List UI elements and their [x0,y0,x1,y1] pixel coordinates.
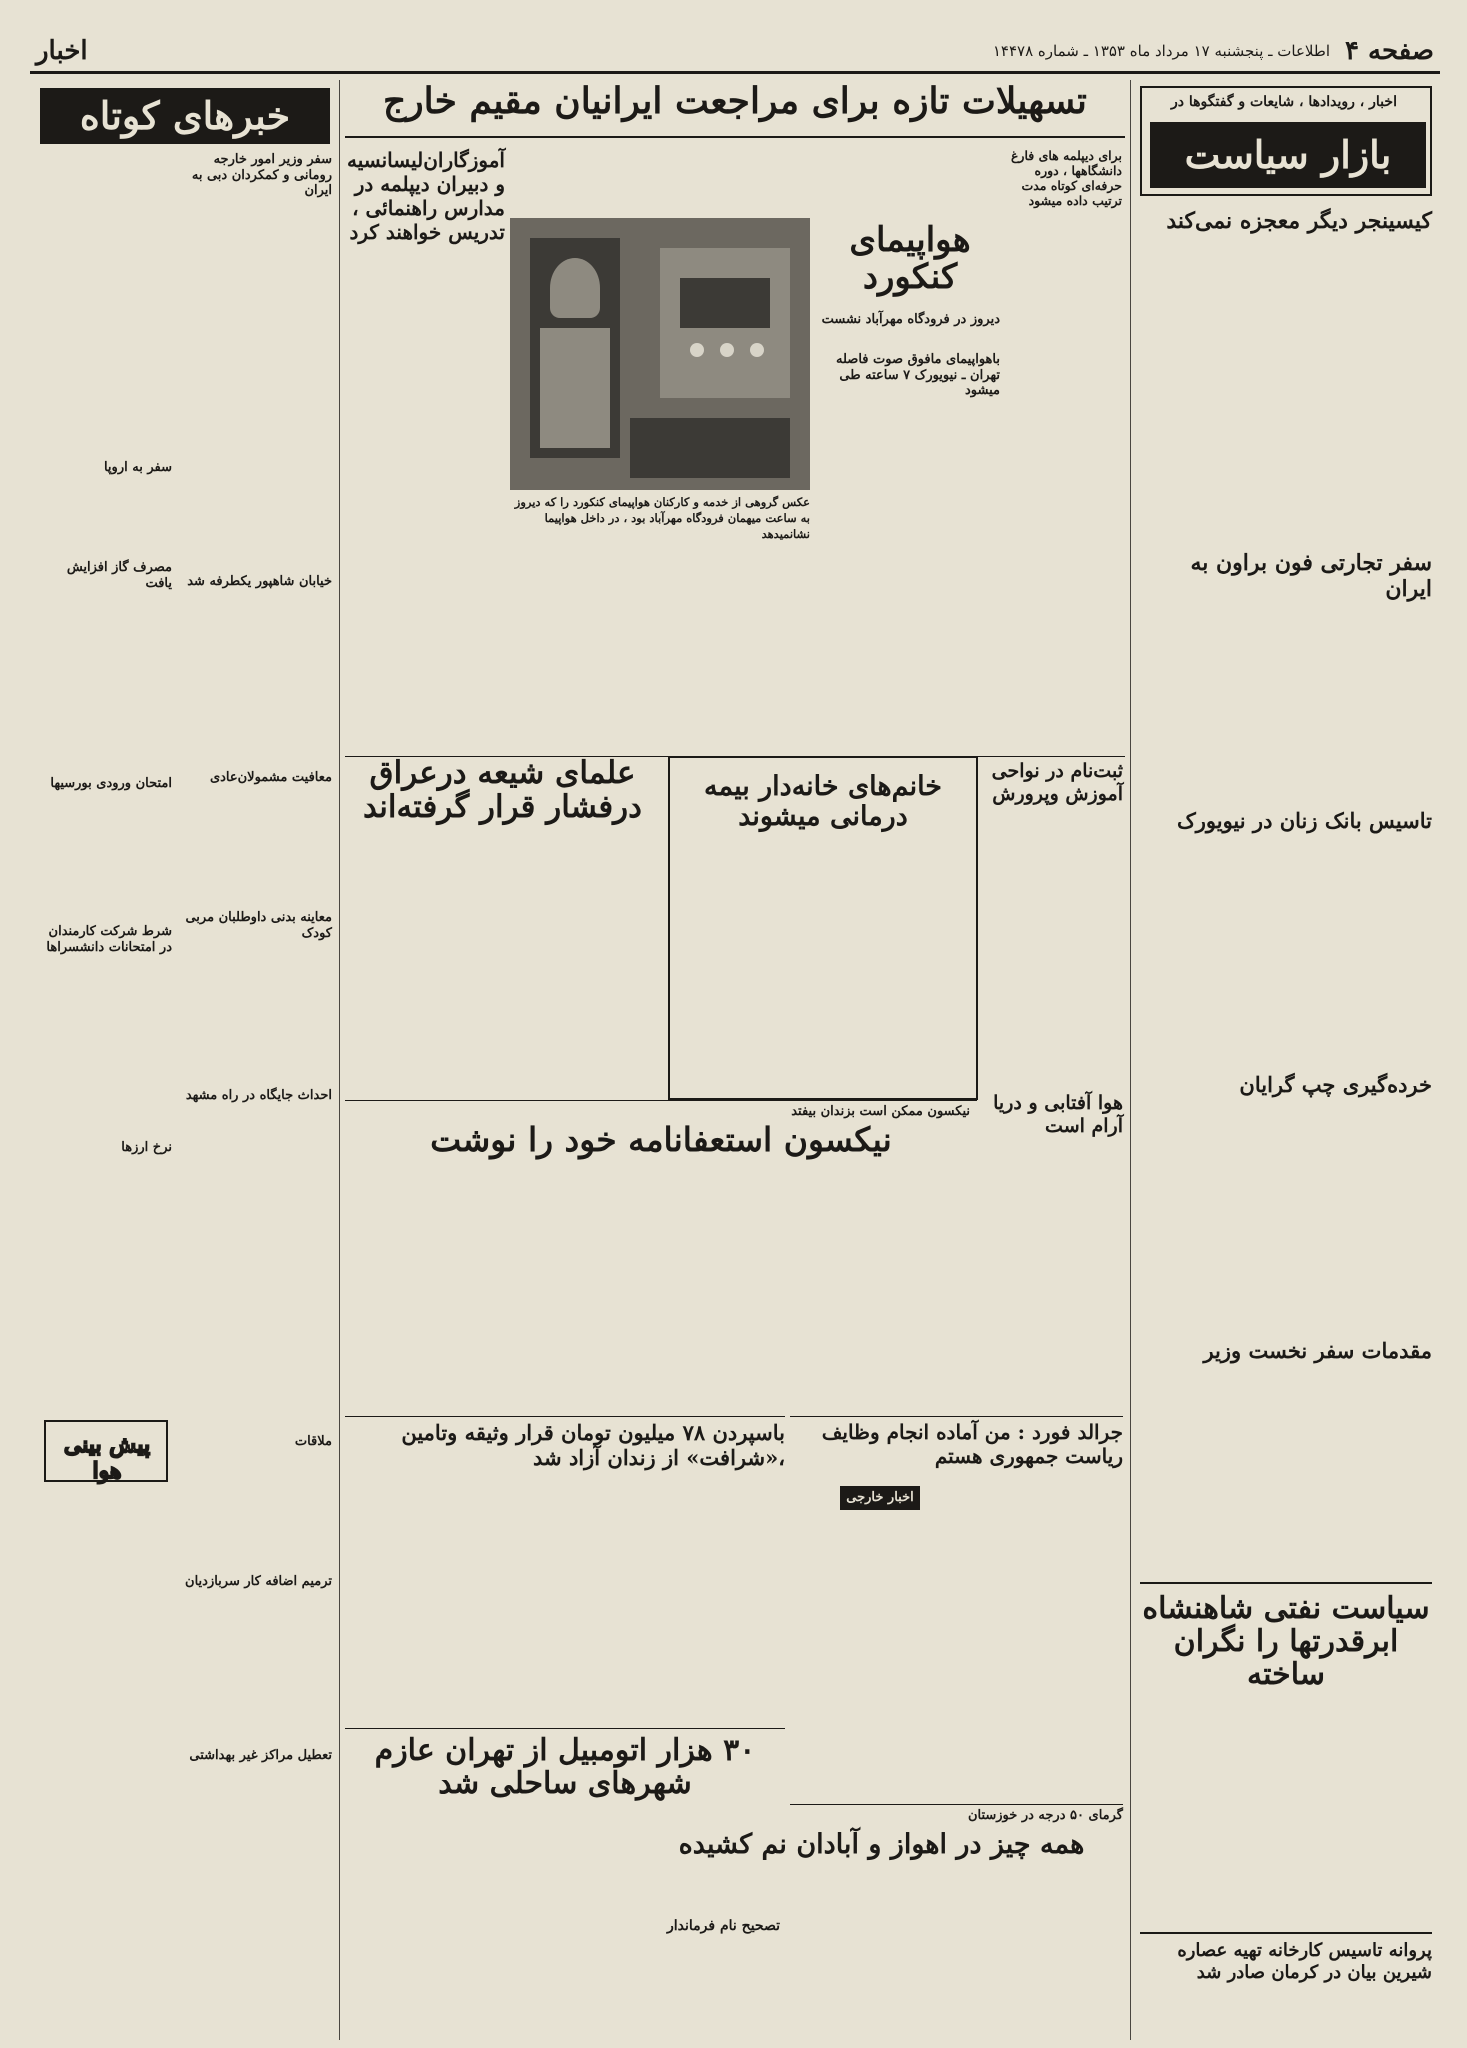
left-item-overtime: ترمیم اضافه کار سربازدیان [185,1574,332,1589]
concorde-subhead: دیروز در فرودگاه مهرآباد نشست [821,312,1000,327]
article-heat-body [790,1876,1123,2036]
article-ford-body [800,1514,1123,1800]
headline-ford: جرالد فورد : من آماده انجام وظایف ریاست جمهوری هستم [821,1420,1123,1468]
women-insurance-box [668,756,978,1100]
article-registration-body [985,822,1123,1084]
headline-von-braun: سفر تجارتی فون براون به ایران [1190,550,1432,603]
article-sherafat-body [345,1478,785,1724]
left-item-medical-exam: معاینه بدنی داوطلبان مربی کودک [185,910,332,941]
foreign-news-tag: اخبار خارجی [840,1486,920,1510]
short-news-logo: خبرهای کوتاه [40,88,330,144]
headline-licorice-factory: پروانه تاسیس کارخانه تهیه عصاره شیرین بیان در کرمان صادر شد [1177,1940,1432,1983]
left-item-meetings: ملاقات [294,1434,332,1449]
article-kissinger-body [1140,240,1432,540]
heat-kicker: گرمای ۵۰ درجه در خوزستان [967,1808,1123,1823]
headline-women-insurance: خانم‌های خانه‌دار بیمه درمانی میشوند [703,771,943,832]
left-item-meetings-body [180,1456,332,1566]
headline-teachers: آموزگاران‌لیسانسیه و دبیران دیپلمه در مدارس راهنمائی ، تدریس خواهند کرد [346,148,505,244]
left-item-medical-body [180,948,332,1078]
article-cars-tail [345,1940,495,2036]
left-item-gas: مصرف گاز افزایش یافت [66,560,172,591]
article-returning-iranians-col1 [1000,232,1122,702]
concorde-body-bottom [510,548,810,752]
concorde-caption: عکس گروهی از خدمه و کارکنان هواپیمای کنکورد را که دیروز به ساعت میهمان فرودگاه مهرآباد بود ، در داخل هواپیما نشانمیدهد [514,495,810,542]
political-bazaar-logo [1140,86,1432,196]
main-banner-headline: تسهیلات تازه برای مراجعت ایرانیان مقیم خارج [345,82,1125,138]
left-item-mashhad-body [180,1126,332,1426]
left-item-shahpour-body [180,612,332,762]
article-correction-body [500,1940,780,2036]
headline-sherafat-release: باسپردن ۷۸ میلیون تومان قرار وثیقه وتامین ،«شرافت» از زندان آزاد شد [401,1420,785,1471]
left-item-gas-body [40,598,172,768]
headline-leftists: خرده‌گیری چپ گرایان [1239,1072,1432,1097]
headline-nixon: نیکسون استعفانامه خود را نوشت [430,1120,892,1159]
headline-heat-khuzestan: همه چیز در اهواز و آبادان نم کشیده [678,1829,1085,1860]
left-item-exemption-body [180,792,332,902]
headline-correction: تصحیح نام فرماندار [667,1918,780,1934]
headline-women-bank: تاسیس بانک زنان در نیویورک [1176,808,1432,833]
logo-subtitle: اخبار ، رویدادها ، شایعات و گفتگوها در [1171,94,1397,110]
left-item-europe-body [40,482,172,552]
weather-logo-text: پیش بینی هوا [63,1432,151,1484]
article-teachers-body [345,300,505,752]
page-number: صفحه ۴ [1345,36,1434,66]
headline-pm-trip: مقدمات سفر نخست وزیر [1203,1338,1432,1363]
nixon-kicker: نیکسون ممکن است بزندان بیفتد [791,1104,970,1119]
left-item-romania: سفر وزیر امور خارجه رومانی و کمکردان دبی به ایران [191,152,332,199]
article-nixon-body [345,1168,977,1412]
left-item-romania-body [180,206,332,566]
article-women-insurance-body [678,858,968,1090]
left-item-tax-body [40,152,172,452]
left-item-europe: سفر به اروپا [103,460,172,475]
left-item-exchange-body [40,1162,172,1412]
left-item-scholarship-body [40,798,172,918]
left-item-overtime-body [180,1610,332,1740]
left-item-scholarship-exam: امتحان ورودی بورسیها [50,776,172,791]
left-item-mashhad-station: احداث جایگاه در راه مشهد [185,1088,332,1103]
logo-title: بازار سیاست [1150,122,1426,188]
left-item-teacher-college: شرط شرکت کارمندان در امتحانات دانشسراها [46,924,172,955]
article-leftists-body [1140,1104,1432,1324]
left-item-exemption: معافیت مشمولان‌عادی [209,770,332,785]
page-header [30,30,1440,74]
headline-kissinger: کیسینجر دیگر معجزه نمی‌کند [1166,208,1432,234]
article-licorice-body [1140,1992,1432,2040]
left-item-exchange-rates: نرخ ارزها [121,1140,172,1155]
concorde-photo [510,218,810,490]
headline-oil-policy: سیاست نفتی شاهنشاه ابرقدرتها را نگران ساخته [1142,1591,1430,1692]
issue-line: اطلاعات ـ پنجشنبه ۱۷ مرداد ماه ۱۳۵۳ ـ شماره ۱۴۴۷۸ [992,42,1330,60]
article-oil-policy-body [1140,1668,1432,1928]
headline-registration: ثبت‌نام در نواحی آموزش وپرورش [991,760,1123,805]
article-women-bank-body [1140,840,1432,1060]
article-shia-iraq-body [345,840,660,1092]
left-item-shahpour: خیابان شاهپور یکطرفه شد [187,574,332,589]
lead-bullet: برای دیپلمه های فارغ دانشگاهها ، دوره حرفه‌ای کوتاه مدت ترتیب داده میشود [1010,148,1122,208]
left-item-teacher-college-body [40,962,172,1132]
left-weather-body [40,1490,172,2036]
article-von-braun-body [1140,584,1432,794]
article-returning-iranians-col3 [690,148,850,214]
headline-weather: هوا آفتابی و دریا آرام است [993,1092,1123,1137]
left-item-unsanitary-body [180,1770,332,2036]
weather-forecast-logo [44,1420,168,1482]
left-item-unsanitary: تعطیل مراکز غیر بهداشتی [189,1748,332,1763]
concorde-body-right [820,412,1000,752]
article-weather-body [985,1152,1123,1412]
section-label: اخبار [36,36,88,66]
headline-shia-iraq: علمای شیعه درعراق درفشار قرار گرفته‌اند [363,755,642,826]
headline-cars-to-coast: ۳۰ هزار اتومبیل از تهران عازم شهرهای ساحلی شد [374,1733,756,1801]
article-pm-trip-body [1140,1370,1432,1570]
concorde-bullet: باهواپیمای مافوق صوت فاصله تهران ـ نیویورک ۷ ساعته طی میشود [836,352,1000,399]
headline-concorde: هواپیمای کنکورد [849,220,971,298]
